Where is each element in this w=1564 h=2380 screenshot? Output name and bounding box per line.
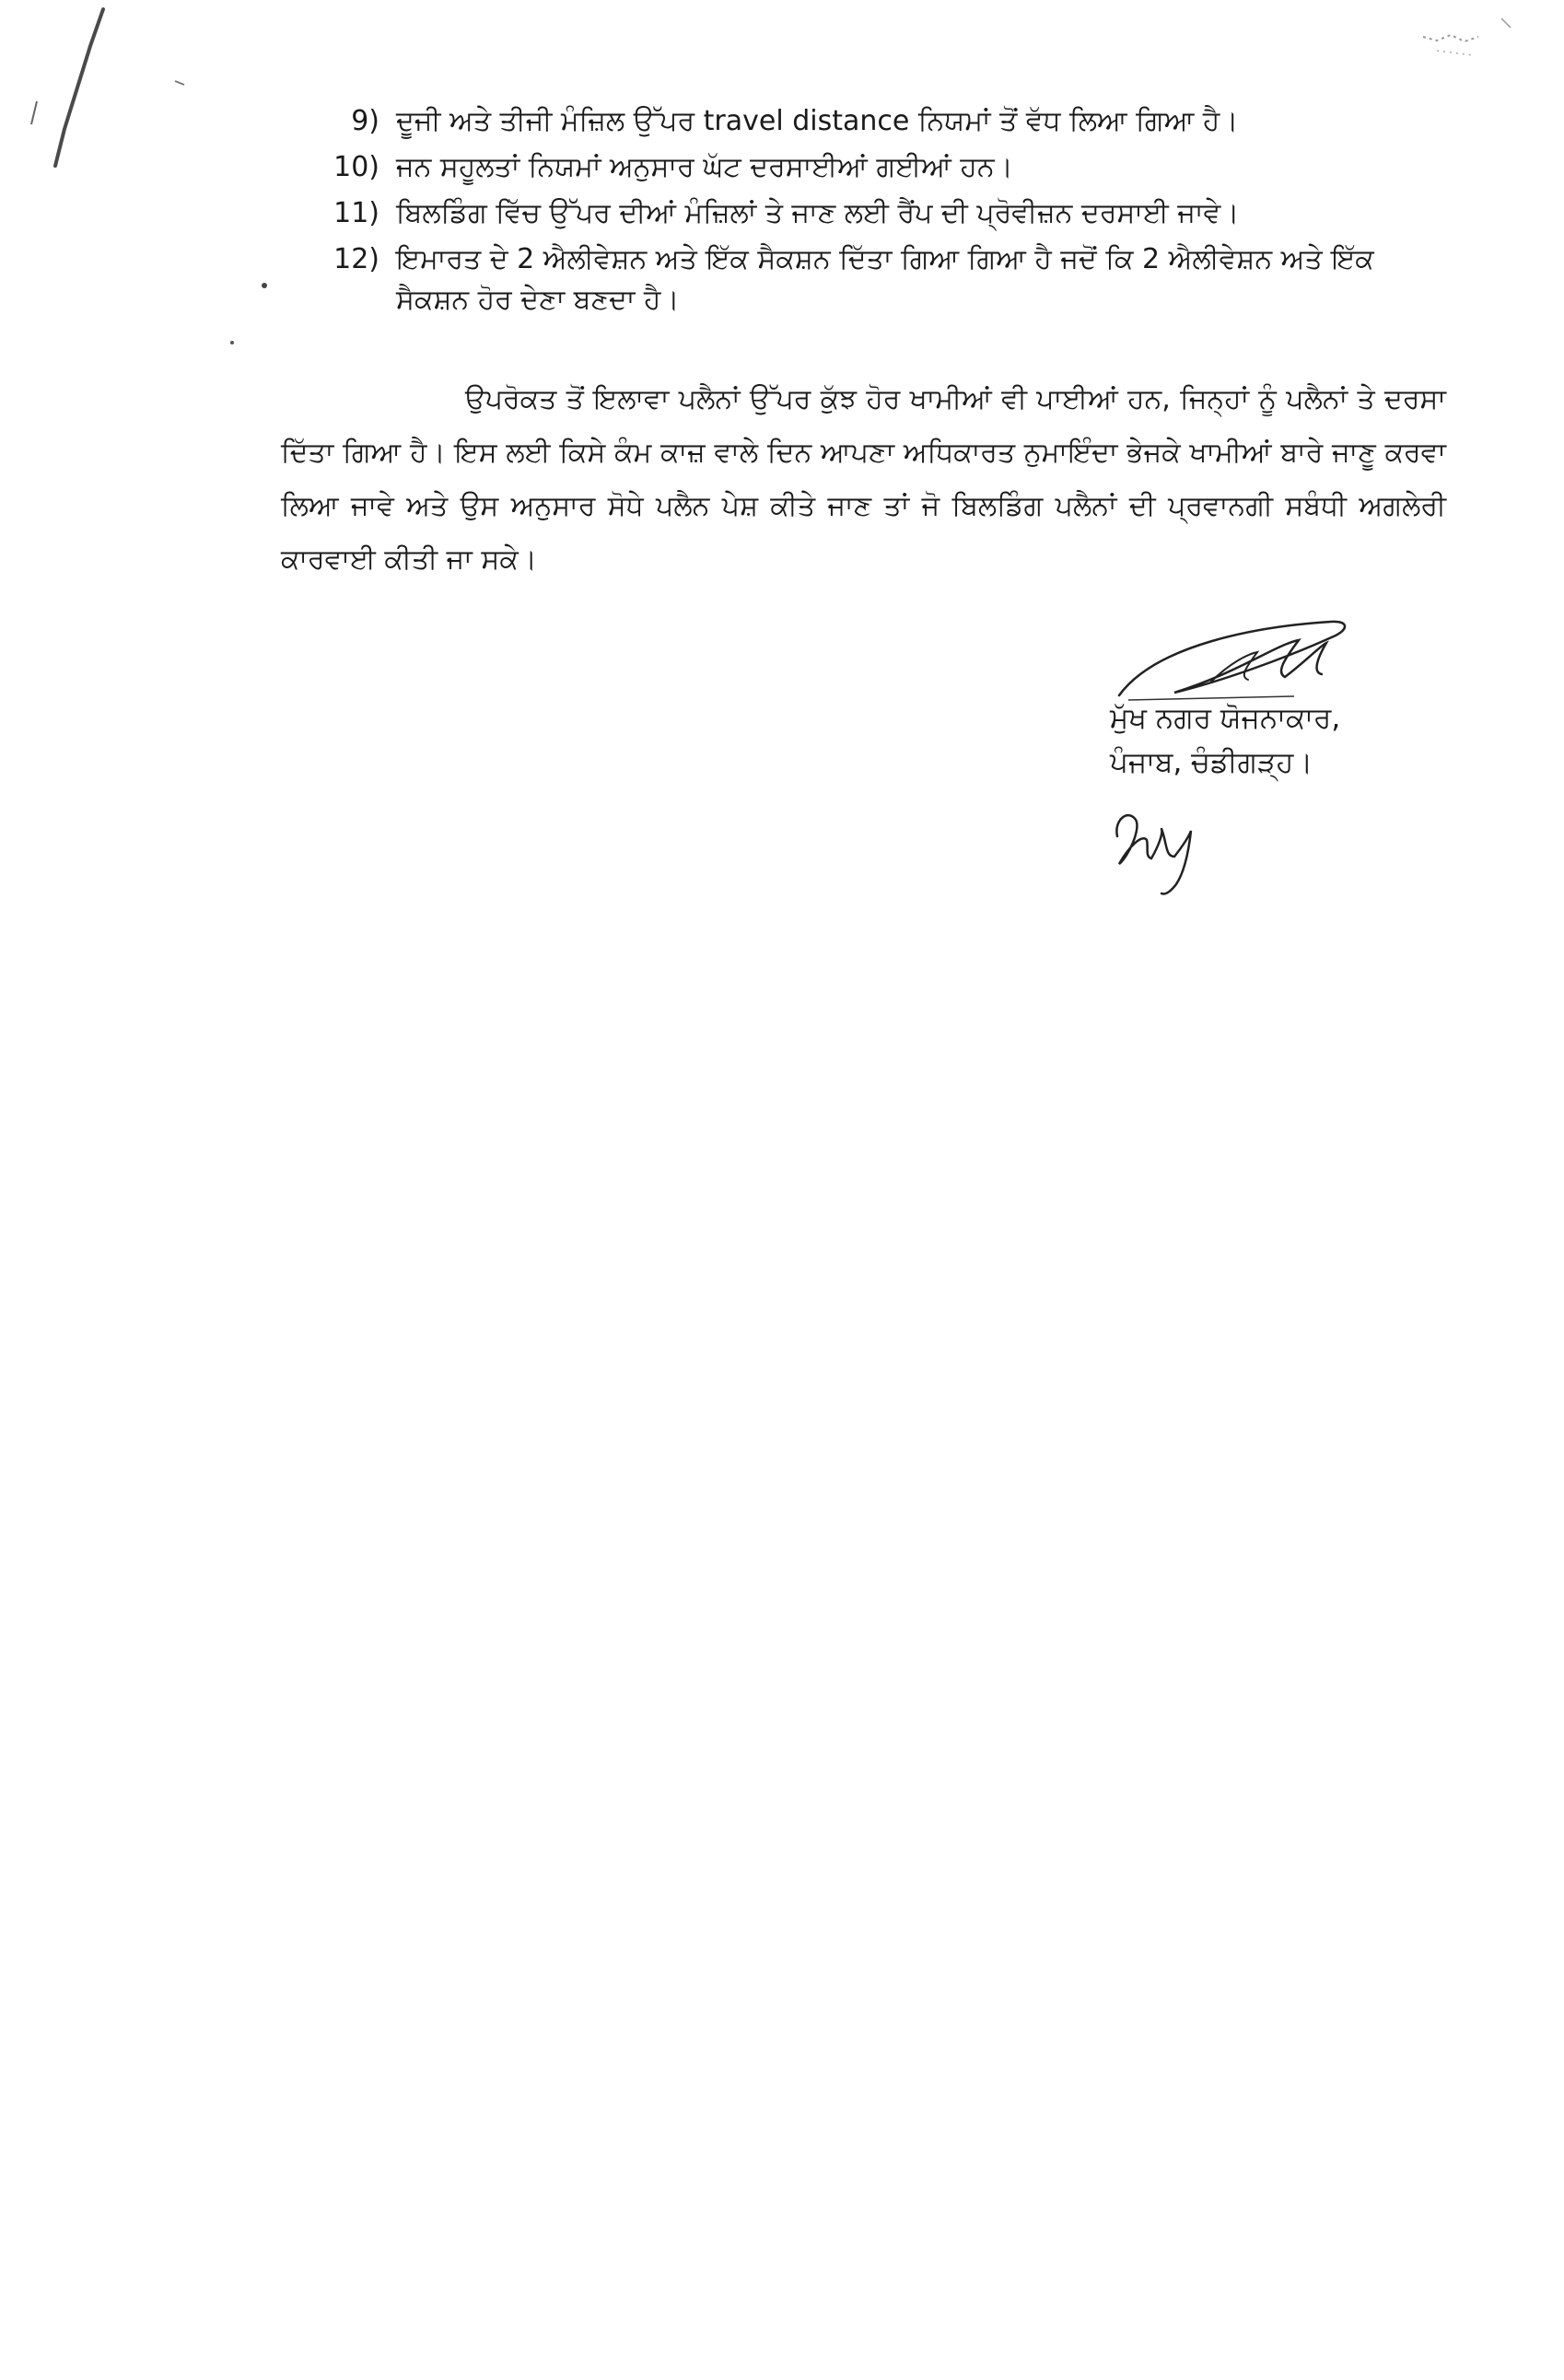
list-item <box>332 239 1446 321</box>
list-item <box>332 101 1446 142</box>
item-number: 12) <box>333 243 379 275</box>
item-text: ਜਨ ਸਹੂਲਤਾਂ ਨਿਯਮਾਂ ਅਨੁਸਾਰ ਘੱਟ ਦਰਸਾਈਆਂ ਗਈਆਂ ਹਨ। <box>396 151 1013 183</box>
signature-block <box>1101 608 1488 903</box>
initials-scribble <box>1101 792 1230 903</box>
signatory-title: ਮੁੱਖ ਨਗਰ ਯੋਜਨਾਕਾਰ, <box>1110 702 1341 735</box>
list-item <box>332 147 1446 188</box>
item-number: 11) <box>333 197 379 229</box>
item-text: ਬਿਲਡਿੰਗ ਵਿੱਚ ਉੱਪਰ ਦੀਆਂ ਮੰਜ਼ਿਲਾਂ ਤੇ ਜਾਣ ਲਈ ਰੈਂਪ ਦੀ ਪ੍ਰੋਵੀਜ਼ਨ ਦਰਸਾਈ ਜਾਵੇ। <box>396 197 1240 229</box>
signatory-place: ਪੰਜਾਬ, ਚੰਡੀਗੜ੍ਹ। <box>1110 746 1313 779</box>
item-number: 9) <box>351 105 379 137</box>
item-number: 10) <box>333 151 379 183</box>
item-text: ਇਮਾਰਤ ਦੇ 2 ਐਲੀਵੇਸ਼ਨ ਅਤੇ ਇੱਕ ਸੈਕਸ਼ਨ ਦਿੱਤਾ ਗਿਆ ਗਿਆ ਹੈ ਜਦੋਂ ਕਿ 2 ਐਲੀਵੇਸ਼ਨ ਅਤੇ ਇੱਕ ਸੈਕਸ਼ਨ ਹੋਰ ਦੇਣਾ ਬਣਦਾ ਹੈ। <box>396 243 1374 316</box>
item-text: ਦੂਜੀ ਅਤੇ ਤੀਜੀ ਮੰਜ਼ਿਲ ਉੱਪਰ travel distance ਨਿਯਮਾਂ ਤੋਂ ਵੱਧ ਲਿਆ ਗਿਆ ਹੈ। <box>396 105 1239 137</box>
body-paragraph: ਉਪਰੋਕਤ ਤੋਂ ਇਲਾਵਾ ਪਲੈਨਾਂ ਉੱਪਰ ਕੁੱਝ ਹੋਰ ਖਾਮੀਆਂ ਵੀ ਪਾਈਆਂ ਹਨ, ਜਿਨ੍ਹਾਂ ਨੂੰ ਪਲੈਨਾਂ ਤੇ ਦਰਸਾ ਦਿੱਤਾ ਗਿਆ ਹੈ। ਇਸ ਲਈ ਕਿਸੇ ਕੰਮ ਕਾਜ਼ ਵਾਲੇ ਦਿਨ ਆਪਣਾ ਅਧਿਕਾਰਤ ਨੁਮਾਇੰਦਾ ਭੇਜਕੇ ਖਾਮੀਆਂ ਬਾਰੇ ਜਾਣੂ ਕਰਵਾ ਲਿਆ ਜਾਵੇ ਅਤੇ ਉਸ ਅਨੁਸਾਰ ਸੋਧੇ ਪਲੈਨ ਪੇਸ਼ ਕੀਤੇ ਜਾਣ ਤਾਂ ਜੋ ਬਿਲਡਿੰਗ ਪਲੈਨਾਂ ਦੀ ਪ੍ਰਵਾਨਗੀ ਸਬੰਧੀ ਅਗਲੇਰੀ ਕਾਰਵਾਈ ਕੀਤੀ ਜਾ ਸਕੇ। <box>281 383 1446 576</box>
observation-list <box>332 101 1446 326</box>
list-item <box>332 193 1446 234</box>
